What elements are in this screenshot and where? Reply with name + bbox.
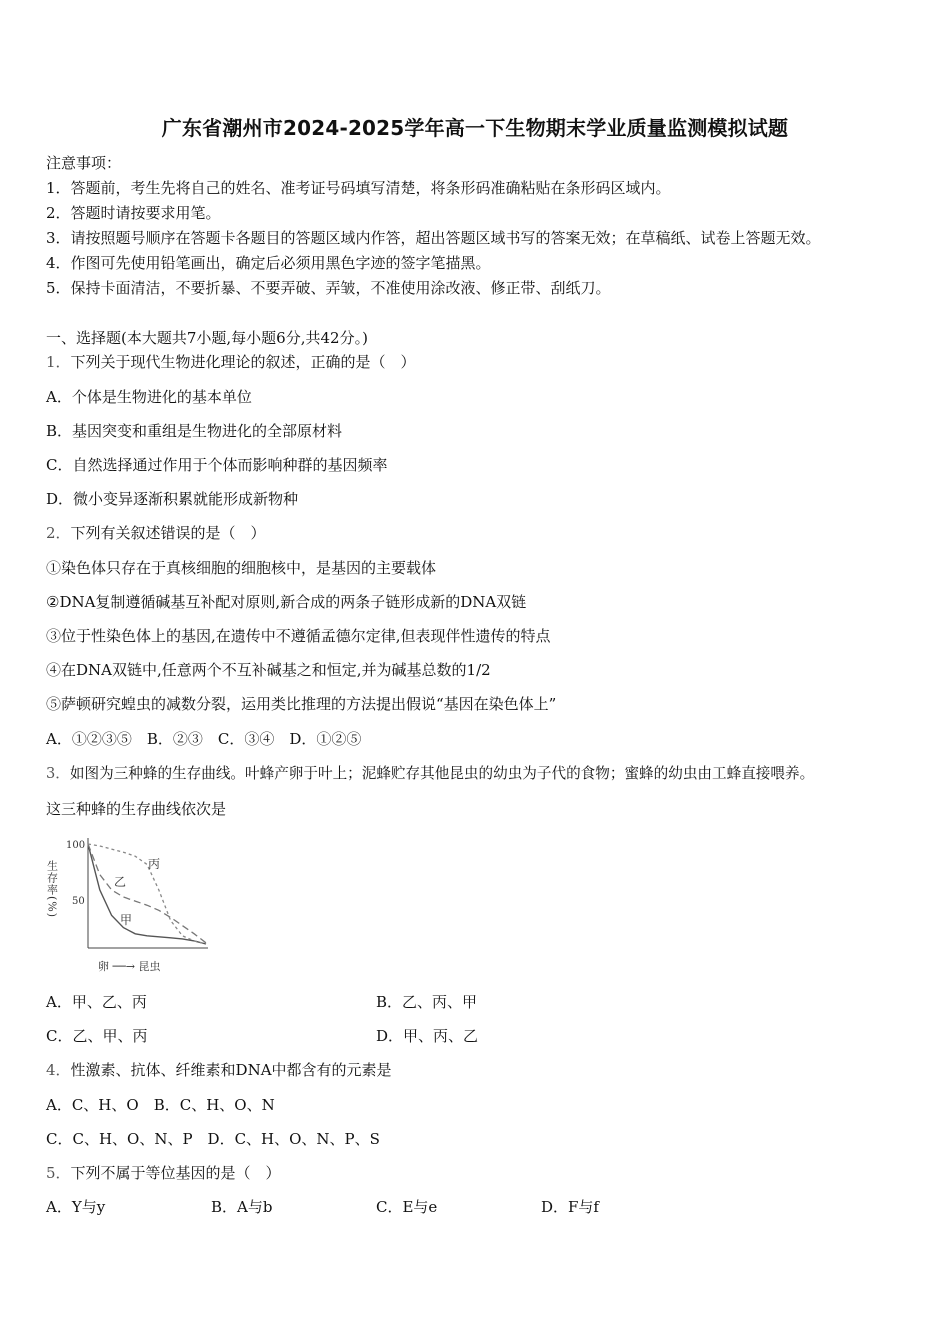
question-number: 2．	[46, 524, 71, 542]
q5-option-d: D．F与f	[541, 1198, 599, 1216]
question-5-stem	[46, 1162, 281, 1183]
q3-option-a: A．甲、乙、丙	[46, 993, 147, 1011]
q4-options-line-1: A．C、H、O B．C、H、O、N	[46, 1096, 275, 1114]
series-label-bing: 丙	[148, 857, 161, 871]
q5-option-a: A．Y与y	[46, 1198, 106, 1216]
question-number: 1．	[46, 353, 71, 371]
notice-item: 5．保持卡面清洁，不要折暴、不要弄破、弄皱，不准使用涂改液、修正带、刮纸刀。	[46, 279, 611, 297]
series-label-jia: 甲	[120, 913, 133, 927]
question-number: 5．	[46, 1164, 71, 1182]
q2-options: A．①②③⑤ B．②③ C．③④ D．①②⑤	[46, 730, 362, 748]
q3-option-d: D．甲、丙、乙	[376, 1027, 479, 1045]
question-text: 下列有关叙述错误的是（ ）	[70, 524, 266, 542]
question-text: 如图为三种蜂的生存曲线。叶蜂产卵于叶上；泥蜂贮存其他昆虫的幼虫为子代的食物；蜜蜂的幼虫由工蜂直接喂养。	[69, 765, 815, 782]
q1-option-d: D．微小变异逐渐积累就能形成新物种	[46, 490, 299, 508]
page-title: 广东省潮州市2024-2025学年高一下生物期末学业质量监测模拟试题	[161, 116, 789, 140]
series-label-yi: 乙	[114, 875, 127, 889]
question-number: 4．	[46, 1061, 71, 1079]
notice-item: 4．作图可先使用铅笔画出，确定后必须用黑色字迹的签字笔描黑。	[46, 254, 491, 272]
q1-option-b: B．基因突变和重组是生物进化的全部原材料	[46, 422, 343, 440]
q3-option-c: C．乙、甲、丙	[46, 1027, 148, 1045]
series-yi-line	[88, 844, 206, 943]
survival-chart	[40, 830, 220, 980]
q4-options-line-2: C．C、H、O、N、P D．C、H、O、N、P、S	[46, 1130, 380, 1148]
question-number: 3．	[46, 765, 70, 782]
question-4-stem	[46, 1059, 392, 1080]
question-text: 下列不属于等位基因的是（ ）	[70, 1164, 281, 1182]
q5-option-b: B．A与b	[211, 1198, 273, 1216]
q2-statement-5: ⑤萨顿研究蝗虫的减数分裂，运用类比推理的方法提出假说“基因在染色体上”	[46, 695, 557, 713]
y-tick-100: 100	[66, 840, 86, 851]
notice-item: 3．请按照题号顺序在答题卡各题目的答题区域内作答，超出答题区域书写的答案无效；在草稿纸、试卷上答题无效。	[46, 229, 821, 247]
notice-item: 1．答题前，考生先将自己的姓名、准考证号码填写清楚，将条形码准确粘贴在条形码区域内。	[46, 179, 671, 197]
q2-statement-4: ④在DNA双链中,任意两个不互补碱基之和恒定,并为碱基总数的1/2	[46, 661, 491, 679]
q3-option-b: B．乙、丙、甲	[376, 993, 478, 1011]
q2-statement-1: ①染色体只存在于真核细胞的细胞核中，是基因的主要载体	[46, 559, 437, 577]
q2-statement-2: ②DNA复制遵循碱基互补配对原则,新合成的两条子链形成新的DNA双链	[46, 593, 527, 611]
notice-item: 2．答题时请按要求用笔。	[46, 204, 221, 222]
question-2-stem	[46, 522, 266, 543]
notice-heading: 注意事项：	[46, 154, 122, 172]
question-3-stem-cont: 这三种蜂的生存曲线依次是	[46, 800, 227, 818]
q1-option-c: C．自然选择通过作用于个体而影响种群的基因频率	[46, 456, 388, 474]
q2-statement-3: ③位于性染色体上的基因,在遗传中不遵循孟德尔定律,但表现伴性遗传的特点	[46, 627, 551, 645]
section-heading: 一、选择题(本大题共7小题,每小题6分,共42分。)	[46, 329, 368, 347]
question-3-stem	[46, 762, 814, 783]
question-text: 性激素、抗体、纤维素和DNA中都含有的元素是	[70, 1061, 392, 1079]
question-text: 下列关于现代生物进化理论的叙述，正确的是（ ）	[70, 353, 416, 371]
y-tick-50: 50	[72, 896, 85, 907]
x-axis-label: 卵 ──→ 昆虫	[98, 960, 161, 973]
q5-option-c: C．E与e	[376, 1198, 438, 1216]
q1-option-a: A．个体是生物进化的基本单位	[46, 388, 252, 406]
y-axis-label: 生存率(%)	[45, 860, 59, 919]
question-1-stem	[46, 351, 416, 372]
